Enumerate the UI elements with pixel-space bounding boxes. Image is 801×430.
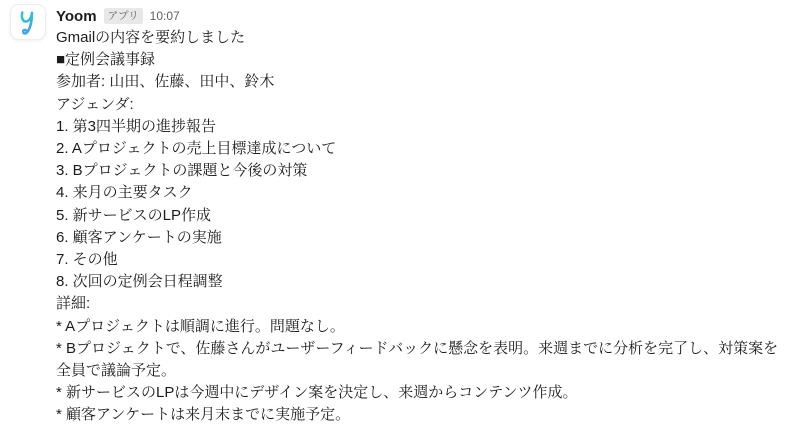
- message-line: 4. 来月の主要タスク: [56, 184, 193, 202]
- message-line: 6. 顧客アンケートの実施: [56, 228, 222, 246]
- message-line: * Aプロジェクトは順調に進行。問題なし。: [56, 317, 345, 335]
- avatar[interactable]: [10, 4, 46, 40]
- message-line: 2. Aプロジェクトの売上目標達成について: [56, 140, 337, 158]
- message-line: * Bプロジェクトで、佐藤さんがユーザーフィードバックに懸念を表明。来週までに分析を完了し、対策案を全員で議論予定。: [56, 339, 779, 380]
- message-line: * 新サービスのLPは今週中にデザイン案を決定し、来週からコンテンツ作成。: [56, 384, 578, 402]
- message-content: [56, 4, 793, 427]
- message-body: [56, 27, 793, 427]
- message-header: [56, 5, 793, 27]
- message-line: アジェンダ:: [56, 95, 134, 113]
- message-line: 8. 次回の定例会日程調整: [56, 273, 223, 291]
- message-line: * 顧客アンケートは来月末までに実施予定。: [56, 406, 351, 424]
- username[interactable]: Yoom: [56, 7, 97, 25]
- message-line: Gmailの内容を要約しました: [56, 29, 246, 46]
- message-line: 詳細:: [56, 295, 91, 313]
- yoom-logo-icon: [16, 7, 40, 37]
- timestamp[interactable]: 10:07: [149, 9, 180, 23]
- message-line: 参加者: 山田、佐藤、田中、鈴木: [56, 73, 275, 91]
- app-badge: アプリ: [104, 8, 143, 24]
- message-line: 7. その他: [56, 251, 118, 269]
- message-line: 3. Bプロジェクトの課題と今後の対策: [56, 162, 308, 180]
- message-line: 1. 第3四半期の進捗報告: [56, 117, 217, 135]
- message-line: 5. 新サービスのLP作成: [56, 206, 212, 224]
- message-line: ■定例会議事録: [56, 51, 156, 69]
